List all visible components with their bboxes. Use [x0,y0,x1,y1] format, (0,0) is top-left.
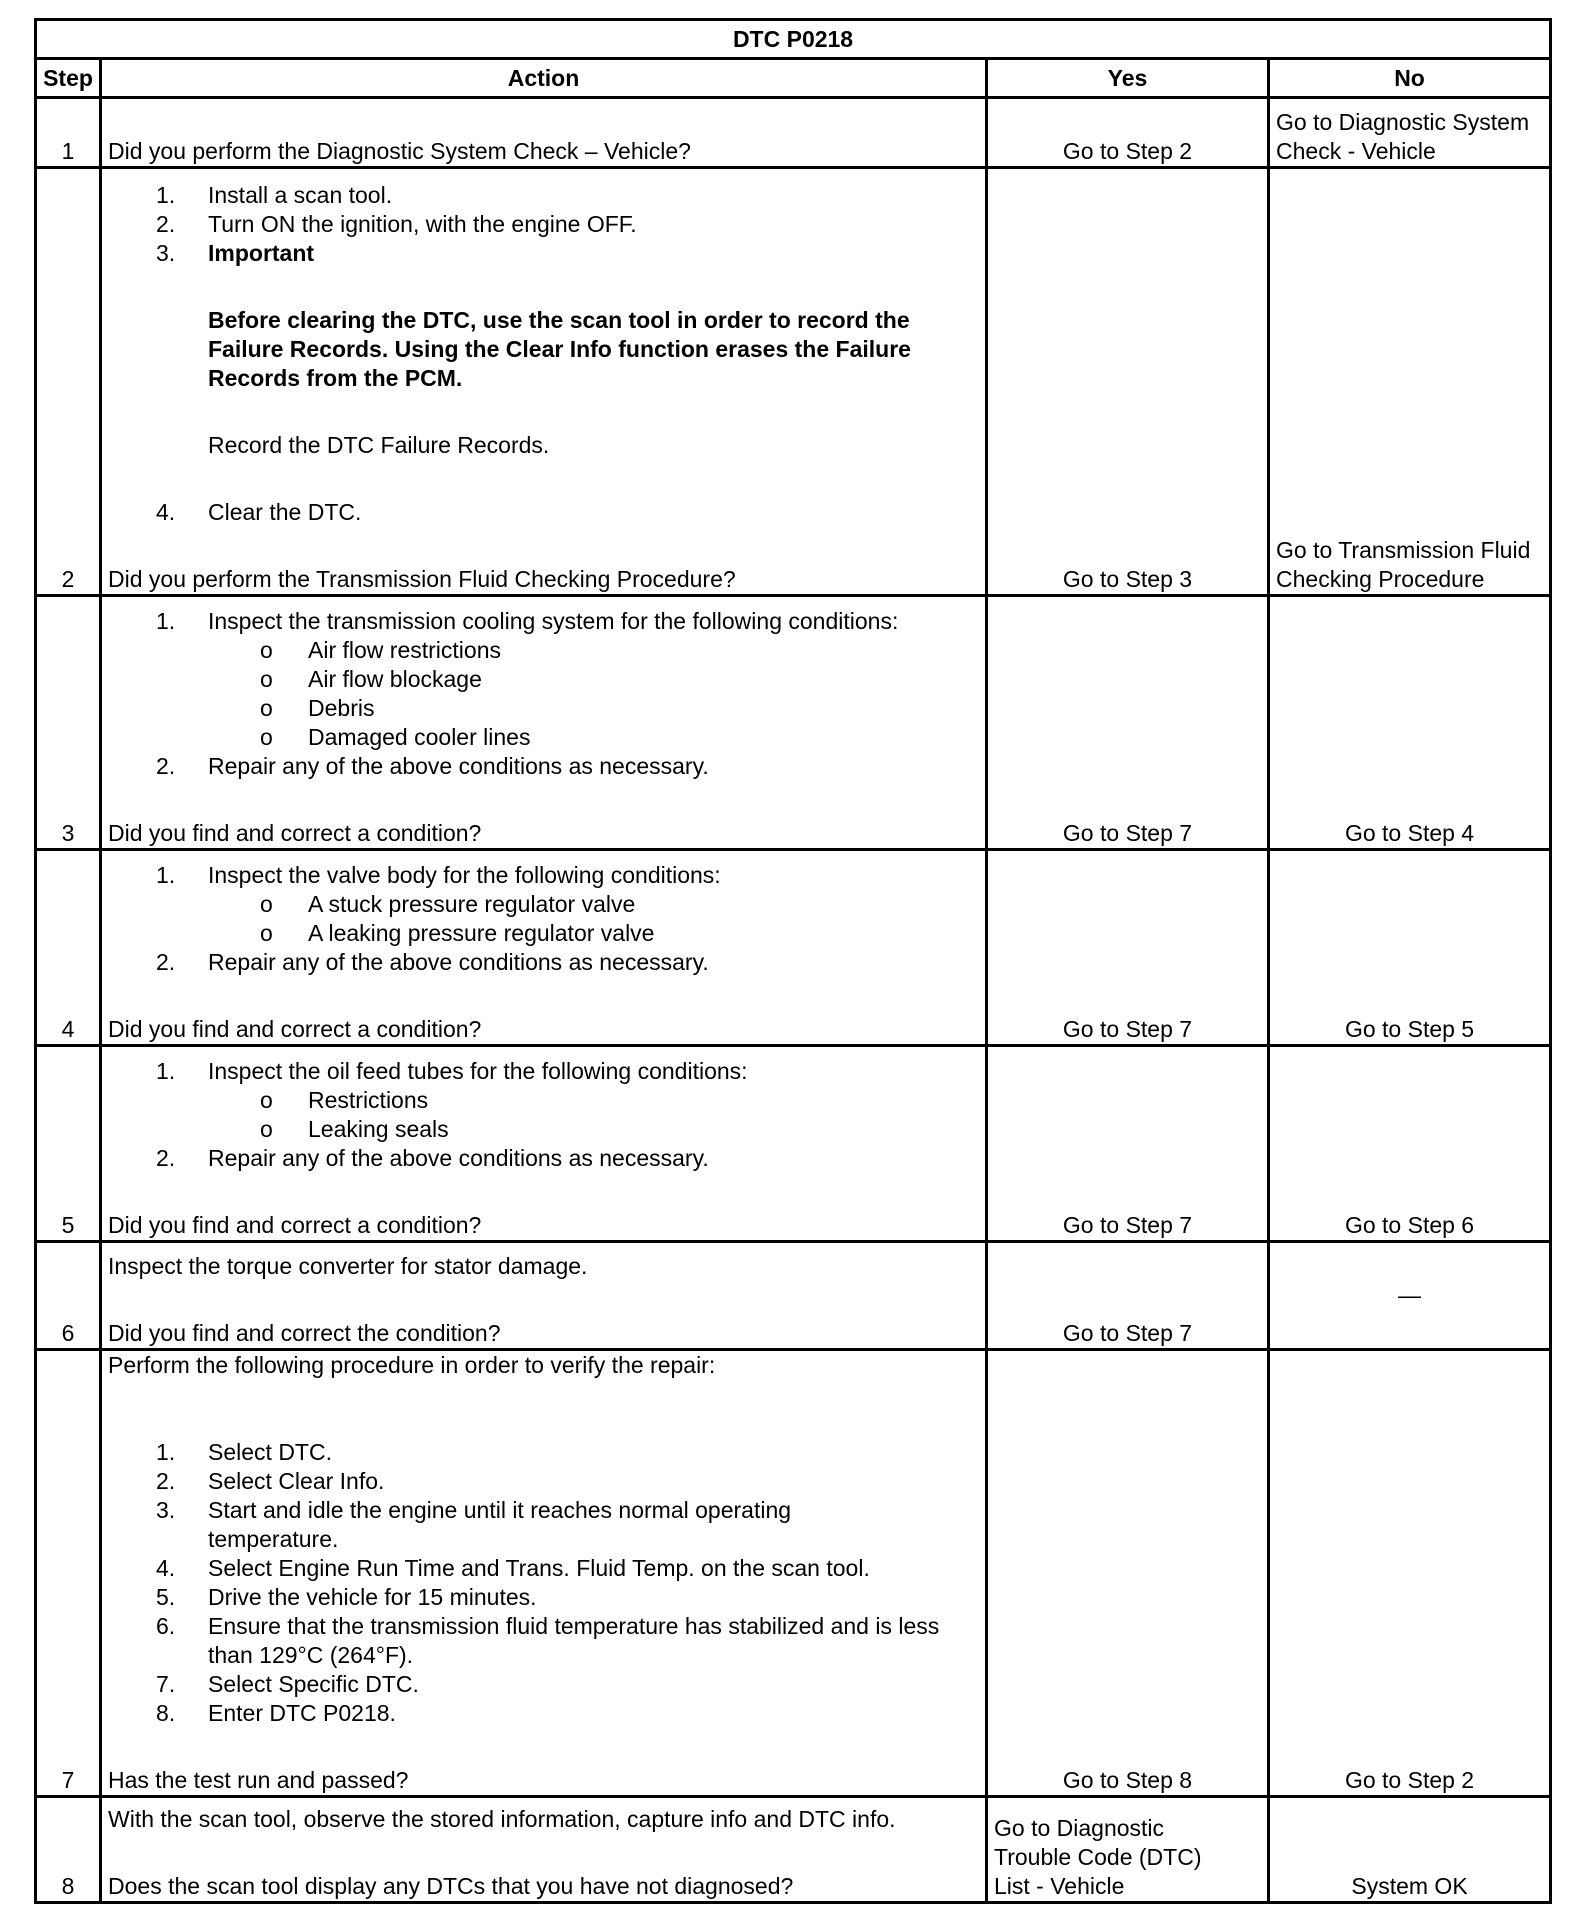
spacer [108,977,979,1015]
condition-item: o Damaged cooler lines [108,723,979,752]
table-row [36,1350,1551,1797]
list-item [108,1467,979,1496]
action-question: Did you find and correct a condition? [108,1016,482,1042]
list-item [108,498,979,527]
no-cell: Go to Transmission Fluid Checking Procedure [1269,168,1551,596]
header-action: Action [101,59,987,98]
procedure-list [108,1057,979,1173]
spacer [108,781,979,819]
yes-cell: Go to Step 7 [987,1046,1269,1242]
step-number: 4 [36,850,101,1046]
list-item [108,948,979,977]
dtc-table [34,18,1552,1904]
table-row [36,98,1551,168]
action-question: Did you find and correct a condition? [108,1212,482,1238]
list-item [108,1583,979,1612]
spacer [108,1380,979,1438]
table-row [36,1242,1551,1350]
table-row [36,168,1551,596]
action-cell [101,168,987,596]
dtc-document [34,18,1549,1904]
action-question: Does the scan tool display any DTCs that you have not diagnosed? [108,1873,794,1899]
list-item [108,1496,979,1554]
spacer [108,1173,979,1211]
condition-list [108,636,979,752]
item-text: Select Engine Run Time and Trans. Fluid Temp. on the scan tool. [208,1555,870,1581]
action-cell [101,850,987,1046]
action-question: Did you perform the Diagnostic System Check – Vehicle? [108,138,691,164]
step-number: 2 [36,168,101,596]
item-text: Turn ON the ignition, with the engine OFF. [208,211,637,237]
condition-item: o Debris [108,694,979,723]
yes-cell: Go to Step 7 [987,1242,1269,1350]
important-label: Important [208,240,315,266]
list-item [108,239,979,268]
item-number: 3. [156,1497,176,1523]
procedure-list [108,861,979,977]
action-instruction: Inspect the torque converter for stator damage. [108,1253,588,1279]
item-number: 2. [156,1145,176,1171]
condition-item: o Air flow blockage [108,665,979,694]
condition-item: o Air flow restrictions [108,636,979,665]
action-instruction: With the scan tool, observe the stored information, capture info and DTC info. [108,1806,896,1832]
item-number: 2. [156,1468,176,1494]
list-item [108,1438,979,1467]
title-row [36,20,1551,59]
item-text: Select Clear Info. [208,1468,385,1494]
spacer [108,1281,979,1319]
procedure-list [108,1438,979,1728]
header-step: Step [36,59,101,98]
item-number: 5. [156,1584,176,1610]
item-text: Repair any of the above conditions as necessary. [208,949,709,975]
action-cell [101,1797,987,1903]
yes-cell: Go to Step 7 [987,596,1269,850]
step-number: 8 [36,1797,101,1903]
action-question: Did you perform the Transmission Fluid Checking Procedure? [108,566,736,592]
condition-list [108,1086,979,1144]
yes-cell: Go to Step 8 [987,1350,1269,1797]
spacer [108,268,979,306]
header-row [36,59,1551,98]
no-cell: Go to Step 6 [1269,1046,1551,1242]
list-item [108,1612,979,1670]
list-item [108,1554,979,1583]
item-number: 1. [156,608,176,634]
table-title: DTC P0218 [36,20,1551,59]
spacer [108,460,979,498]
condition-item: o A leaking pressure regulator valve [108,919,979,948]
header-yes: Yes [987,59,1269,98]
no-cell: — [1269,1242,1551,1350]
no-cell: System OK [1269,1797,1551,1903]
item-number: 1. [156,1058,176,1084]
item-text: Enter DTC P0218. [208,1700,396,1726]
step-number: 6 [36,1242,101,1350]
item-text: Repair any of the above conditions as necessary. [208,753,709,779]
spacer [108,527,979,565]
action-question: Did you find and correct the condition? [108,1320,501,1346]
step-number: 7 [36,1350,101,1797]
item-number: 4. [156,1555,176,1581]
condition-item: o Leaking seals [108,1115,979,1144]
important-note: Before clearing the DTC, use the scan tool in order to record the Failure Records. Using the Clear Info function erases the Failure Records from the PCM. [208,307,911,391]
yes-cell: Go to Step 2 [987,98,1269,168]
item-text: Inspect the transmission cooling system for the following conditions: [208,608,899,634]
item-number: 1. [156,1439,176,1465]
item-number: 1. [156,862,176,888]
action-question: Did you find and correct a condition? [108,820,482,846]
item-text: Start and idle the engine until it reaches normal operating temperature. [208,1497,792,1552]
item-text: Drive the vehicle for 15 minutes. [208,1584,537,1610]
yes-cell: Go to Step 3 [987,168,1269,596]
action-question: Has the test run and passed? [108,1767,409,1793]
yes-cell: Go to Diagnostic Trouble Code (DTC) List - Vehicle [987,1797,1269,1903]
action-instruction: Perform the following procedure in order to verify the repair: [108,1352,716,1378]
item-text: Inspect the valve body for the following conditions: [208,862,721,888]
step-number: 1 [36,98,101,168]
table-row [36,850,1551,1046]
item-number: 3. [156,240,176,266]
spacer [108,1728,979,1766]
item-text: Install a scan tool. [208,182,393,208]
header-no: No [1269,59,1551,98]
list-item [108,1144,979,1173]
action-cell [101,98,987,168]
step-number: 5 [36,1046,101,1242]
action-cell [101,1350,987,1797]
step-number: 3 [36,596,101,850]
action-cell [101,1242,987,1350]
yes-cell: Go to Step 7 [987,850,1269,1046]
spacer [108,393,979,431]
action-cell [101,596,987,850]
no-cell: Go to Step 5 [1269,850,1551,1046]
procedure-list [108,181,979,268]
item-text: Clear the DTC. [208,499,362,525]
list-item [108,607,979,752]
list-item [108,210,979,239]
list-item [108,752,979,781]
record-instruction: Record the DTC Failure Records. [208,432,550,458]
item-number: 2. [156,949,176,975]
item-number: 2. [156,211,176,237]
no-cell: Go to Diagnostic System Check - Vehicle [1269,98,1551,168]
no-cell: Go to Step 4 [1269,596,1551,850]
item-number: 7. [156,1671,176,1697]
table-row [36,596,1551,850]
item-text: Select Specific DTC. [208,1671,419,1697]
procedure-list [108,607,979,781]
item-number: 4. [156,499,176,525]
condition-item: o A stuck pressure regulator valve [108,890,979,919]
item-text: Inspect the oil feed tubes for the following conditions: [208,1058,748,1084]
item-text: Repair any of the above conditions as necessary. [208,1145,709,1171]
table-row [36,1046,1551,1242]
list-item [108,1057,979,1144]
item-number: 6. [156,1613,176,1639]
list-item [108,861,979,948]
no-cell: Go to Step 2 [1269,1350,1551,1797]
condition-list [108,890,979,948]
condition-item: o Restrictions [108,1086,979,1115]
item-number: 2. [156,753,176,779]
list-item [108,1699,979,1728]
item-number: 1. [156,182,176,208]
procedure-list [108,498,979,527]
list-item [108,1670,979,1699]
spacer [108,1834,979,1872]
item-text: Select DTC. [208,1439,332,1465]
list-item [108,181,979,210]
item-number: 8. [156,1700,176,1726]
item-text: Ensure that the transmission fluid temperature has stabilized and is less than 129°C (264°F). [208,1613,940,1668]
action-cell [101,1046,987,1242]
table-row [36,1797,1551,1903]
